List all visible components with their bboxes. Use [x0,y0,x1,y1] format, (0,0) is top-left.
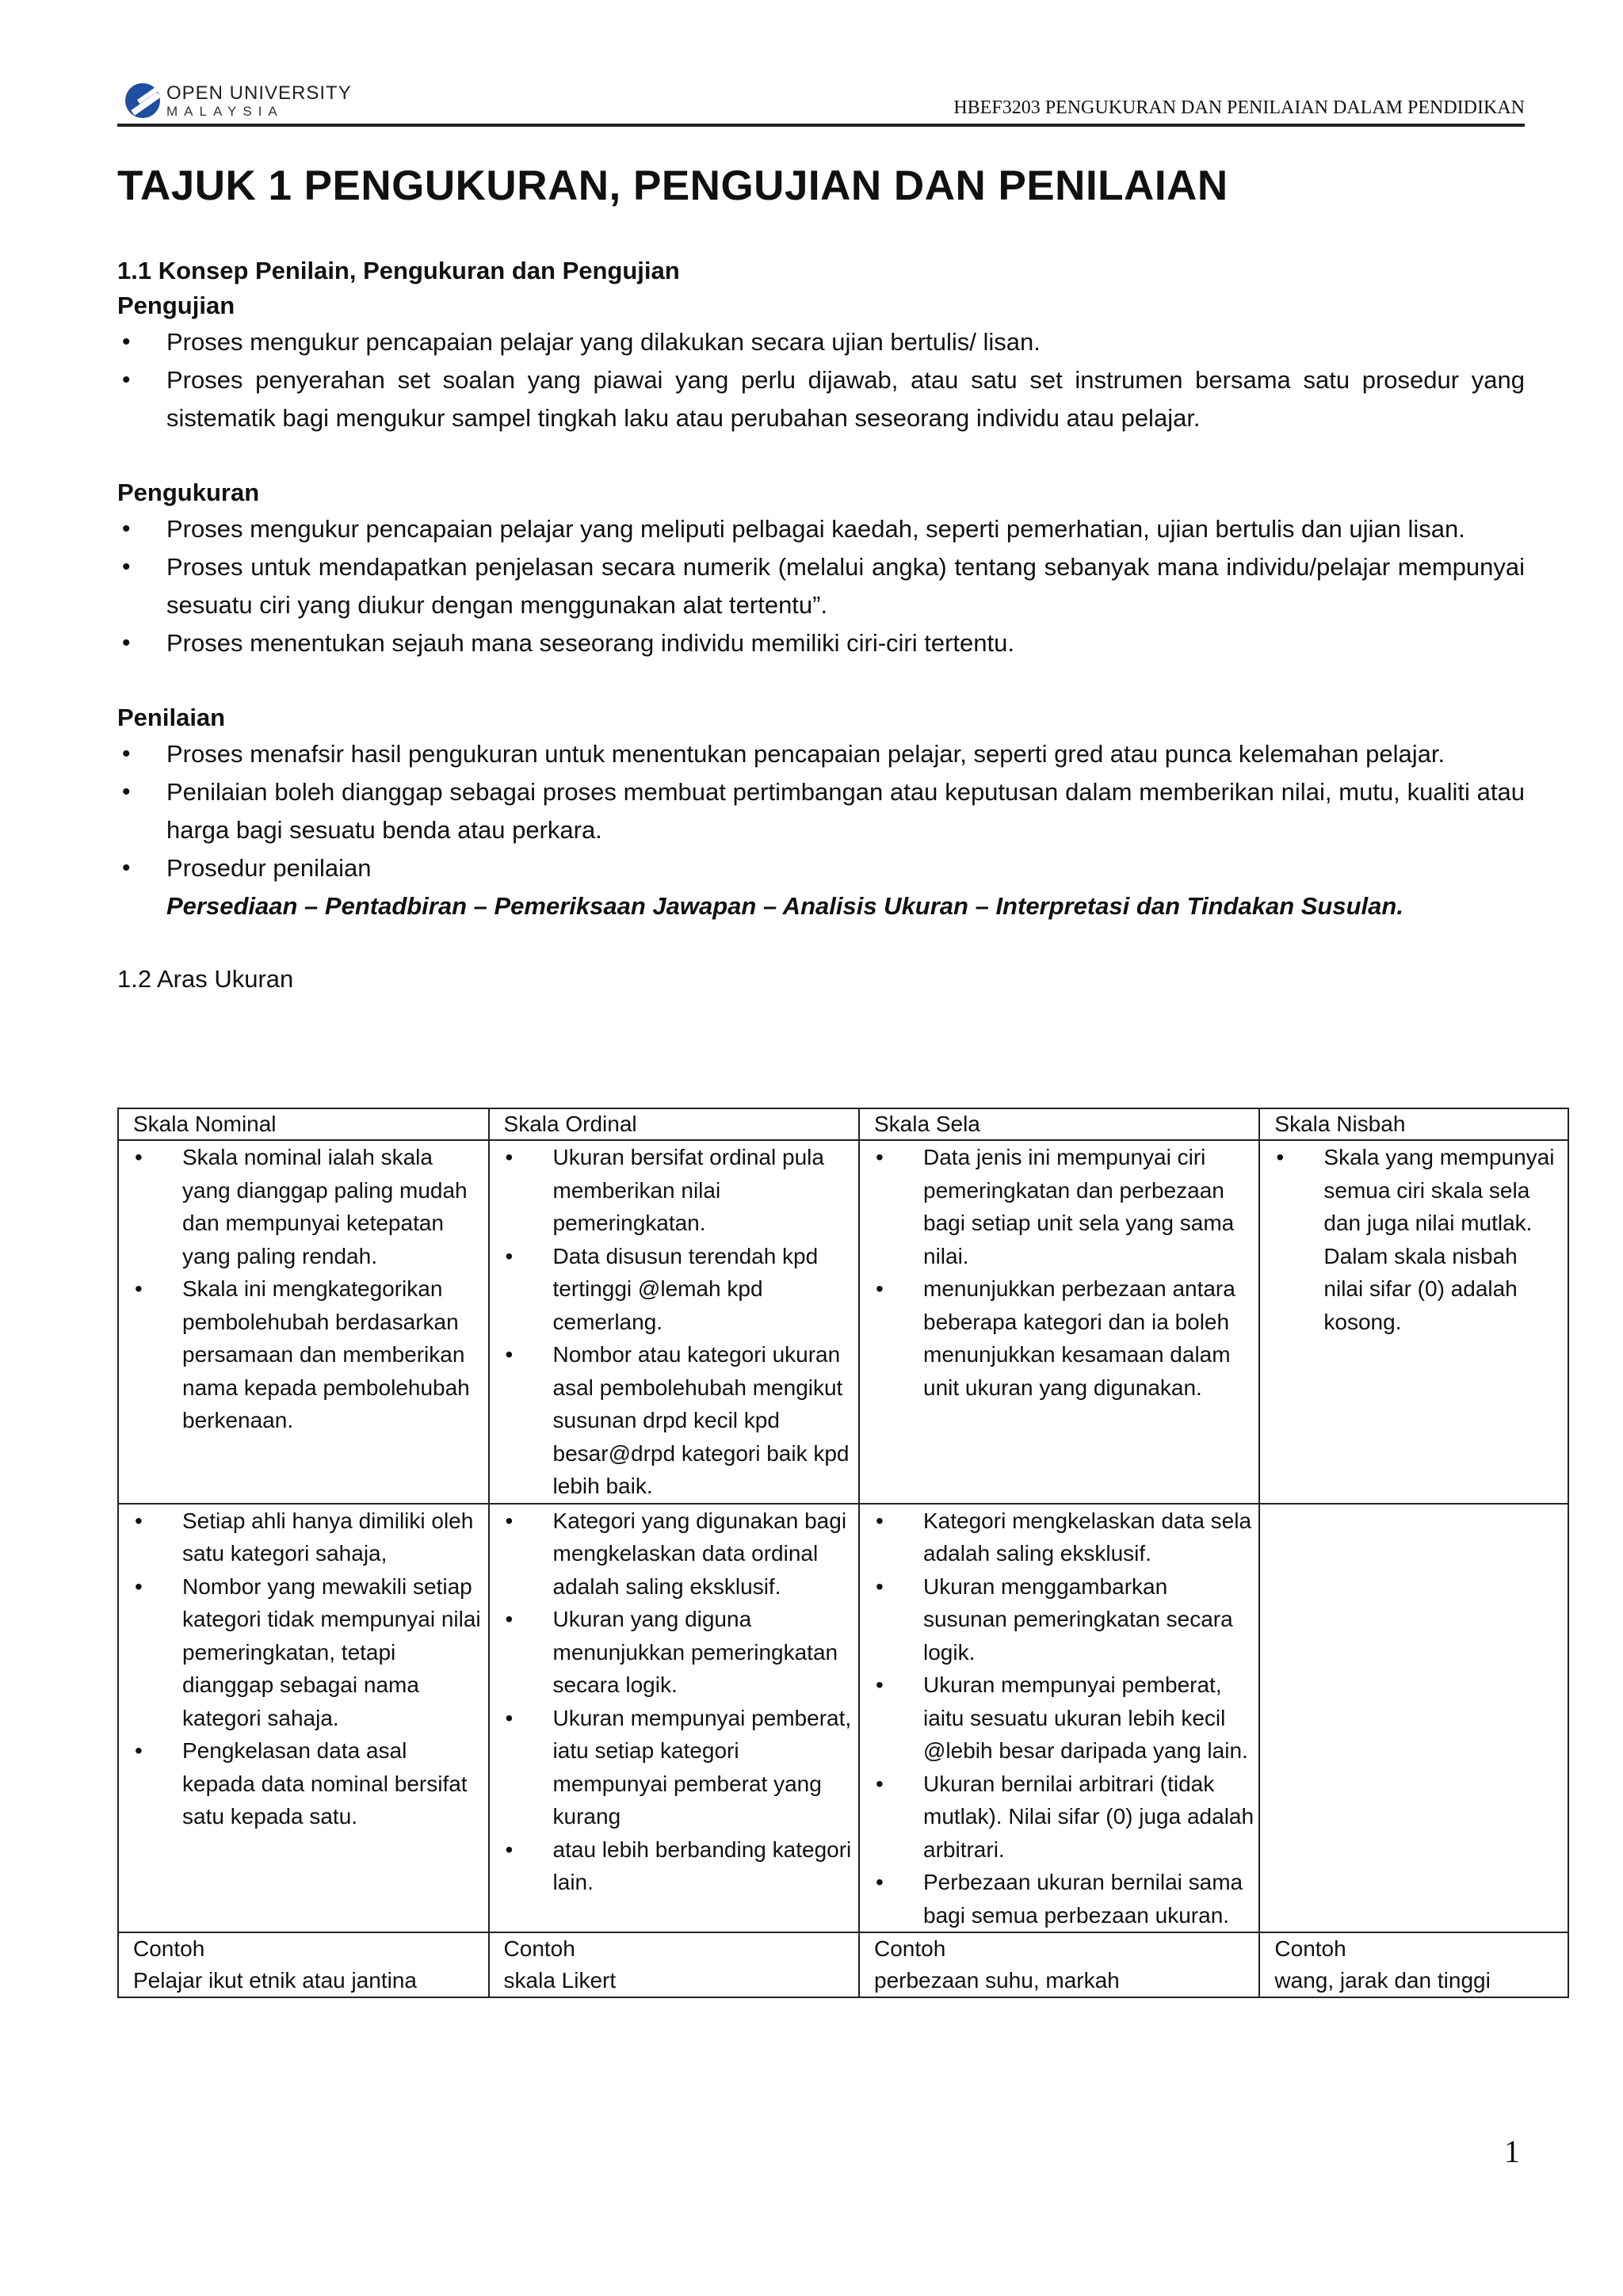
example-text: perbezaan suhu, markah [874,1968,1120,1993]
university-logo [125,81,352,120]
header-skala-nisbah: Skala Nisbah [1259,1108,1568,1140]
subheading-penilaian: Penilaian [117,704,226,731]
pengukuran-list [117,510,1525,662]
list-item: • Prosedur penilaian [117,849,1525,887]
list-item: • Skala ini mengkategorikan pembolehubah berdasarkan persamaan dan memberikan nama kepada pembolehubah berkenaan. [133,1272,483,1437]
list-item: • Nombor atau kategori ukuran asal pembolehubah mengikut susunan drpd kecil kpd besar@drpd kategori baik kpd lebih baik. [504,1338,854,1503]
table-header-row [118,1108,1568,1140]
list-item: • Nombor yang mewakili setiap kategori tidak mempunyai nilai pemeringkatan, tetapi dianggap sebagai nama kategori sahaja. [133,1570,483,1735]
list-item: • Setiap ahli hanya dimiliki oleh satu kategori sahaja, [133,1505,483,1570]
example-label: Contoh [1274,1936,1346,1961]
page-title: TAJUK 1 PENGUKURAN, PENGUJIAN DAN PENILAIAN [117,162,1228,209]
list-item: • Kategori mengkelaskan data sela adalah saling eksklusif. [874,1505,1254,1570]
cell-nisbah-definition [1259,1140,1568,1504]
list-item: • Proses untuk mendapatkan penjelasan secara numerik (melalui angka) tentang sebanyak mana individu/pelajar mempunyai sesuatu ciri yang diukur dengan menggunakan alat tertentu”. [117,548,1525,624]
list-item: • Perbezaan ukuran bernilai sama bagi semua perbezaan ukuran. [874,1866,1254,1932]
list-item: • Ukuran bernilai arbitrari (tidak mutlak). Nilai sifar (0) juga adalah arbitrari. [874,1768,1254,1867]
example-text: wang, jarak dan tinggi [1274,1968,1491,1993]
subheading-pengukuran: Pengukuran [117,479,260,506]
cell-nominal-definition [118,1140,489,1504]
example-label: Contoh [874,1936,946,1961]
cell-nisbah-example [1259,1932,1568,1997]
cell-nisbah-characteristics [1259,1504,1568,1933]
list-item: • Ukuran yang diguna menunjukkan pemeringkatan secara logik. [504,1603,854,1702]
list-item: • Skala nominal ialah skala yang dianggap paling mudah dan mempunyai ketepatan yang paling rendah. [133,1141,483,1272]
example-text: skala Likert [503,1968,617,1993]
example-text: Pelajar ikut etnik atau jantina [133,1968,417,1993]
pengujian-list [117,323,1525,437]
list-item: • Data jenis ini mempunyai ciri pemeringkatan dan perbezaan bagi setiap unit sela yang sama nilai. [874,1141,1254,1272]
cell-ordinal-definition [489,1140,859,1504]
cell-sela-definition [859,1140,1259,1504]
cell-ordinal-example [489,1932,859,1997]
cell-sela-characteristics [859,1504,1259,1933]
list-item: • Proses menentukan sejauh mana seseorang individu memiliki ciri-ciri tertentu. [117,624,1525,662]
logo-line-1: OPEN UNIVERSITY [166,82,352,104]
list-item: • Pengkelasan data asal kepada data nominal bersifat satu kepada satu. [133,1734,483,1833]
assessment-procedure: Persediaan – Pentadbiran – Pemeriksaan Jawapan – Analisis Ukuran – Interpretasi dan Tindakan Susulan. [166,892,1403,920]
table-row [118,1504,1568,1933]
list-item: • menunjukkan perbezaan antara beberapa kategori dan ia boleh menunjukkan kesamaan dalam unit ukuran yang digunakan. [874,1272,1254,1404]
list-item: • Data disusun terendah kpd tertinggi @lemah kpd cemerlang. [504,1240,854,1339]
list-item: • Proses mengukur pencapaian pelajar yang dilakukan secara ujian bertulis/ lisan. [117,323,1525,361]
course-title: HBEF3203 PENGUKURAN DAN PENILAIAN DALAM PENDIDIKAN [953,97,1525,118]
list-item: • Proses mengukur pencapaian pelajar yang meliputi pelbagai kaedah, seperti pemerhatian, ujian bertulis dan ujian lisan. [117,510,1525,548]
cell-ordinal-characteristics [489,1504,859,1933]
header-skala-nominal: Skala Nominal [118,1108,489,1140]
cell-sela-example [859,1932,1259,1997]
logo-line-2: MALAYSIA [166,103,284,119]
table-row-examples [118,1932,1568,1997]
cell-nominal-example [118,1932,489,1997]
example-label: Contoh [503,1936,575,1961]
section-heading-1-2: 1.2 Aras Ukuran [117,965,294,993]
list-item: • Penilaian boleh dianggap sebagai proses membuat pertimbangan atau keputusan dalam memberikan nilai, mutu, kualiti atau harga bagi sesuatu benda atau perkara. [117,773,1525,849]
main-content [117,254,1525,995]
section-heading-1-1: 1.1 Konsep Penilain, Pengukuran dan Pengujian [117,257,680,284]
table-row [118,1140,1568,1504]
list-item: • Ukuran bersifat ordinal pula memberikan nilai pemeringkatan. [504,1141,854,1240]
measurement-scale-table [117,1108,1569,1998]
cell-nominal-characteristics [118,1504,489,1933]
logo-globe-icon [125,83,160,118]
header-skala-sela: Skala Sela [859,1108,1259,1140]
list-item: • Ukuran mempunyai pemberat, iatu setiap kategori mempunyai pemberat yang kurang [504,1702,854,1833]
penilaian-list [117,735,1525,887]
list-item: • Ukuran menggambarkan susunan pemeringkatan secara logik. [874,1570,1254,1669]
header-skala-ordinal: Skala Ordinal [489,1108,859,1140]
example-label: Contoh [133,1936,205,1961]
page-header [117,76,1525,127]
page-number: 1 [1504,2134,1520,2169]
subheading-pengujian: Pengujian [117,292,235,319]
list-item: • Skala yang mempunyai semua ciri skala sela dan juga nilai mutlak. Dalam skala nisbah nilai sifar (0) adalah kosong. [1274,1141,1563,1338]
list-item: • atau lebih berbanding kategori lain. [504,1833,854,1899]
list-item: • Proses penyerahan set soalan yang piawai yang perlu dijawab, atau satu set instrumen bersama satu prosedur yang sistematik bagi mengukur sampel tingkah laku atau perubahan seseorang individu atau pelajar. [117,361,1525,437]
list-item: • Proses menafsir hasil pengukuran untuk menentukan pencapaian pelajar, seperti gred atau punca kelemahan pelajar. [117,735,1525,773]
list-item: • Ukuran mempunyai pemberat, iaitu sesuatu ukuran lebih kecil @lebih besar daripada yang lain. [874,1669,1254,1768]
list-item: • Kategori yang digunakan bagi mengkelaskan data ordinal adalah saling eksklusif. [504,1505,854,1604]
